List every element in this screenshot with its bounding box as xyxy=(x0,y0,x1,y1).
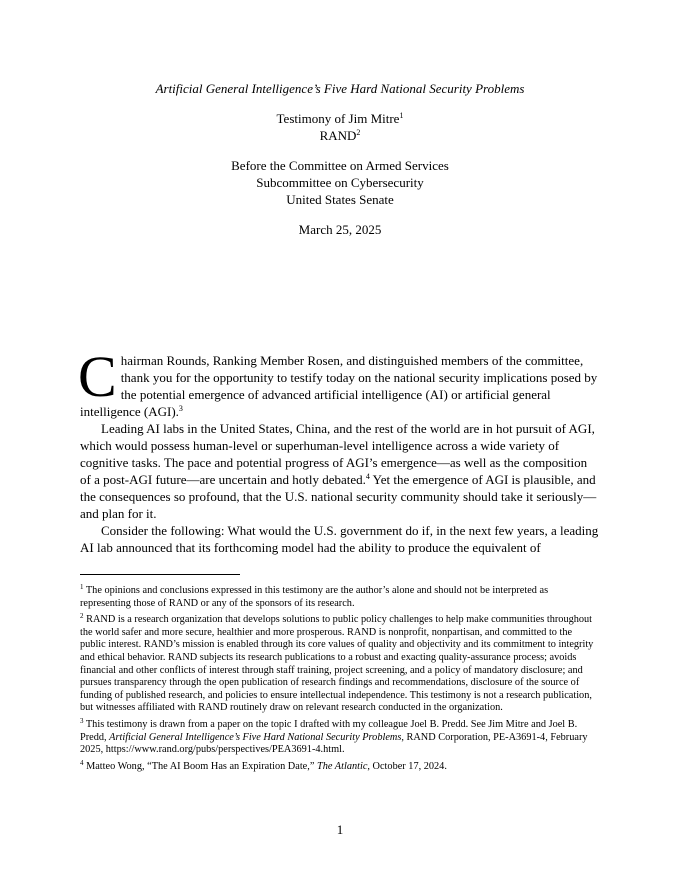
drop-cap: C xyxy=(78,344,117,409)
footnote-number: 3 xyxy=(80,716,84,725)
footnote-ref-4: 4 xyxy=(365,472,370,481)
footnote-text-post: , RAND Corporation, PE-A3691-4, February 2025, https://www.rand.org/pubs/perspectives/PEA3691-4.html. xyxy=(80,731,588,756)
organization-line xyxy=(0,127,680,144)
footnote-separator xyxy=(80,574,240,575)
testimony-author: Testimony of Jim Mitre xyxy=(276,111,400,126)
footnote-number: 4 xyxy=(80,758,84,767)
footnote-ref-2: 2 xyxy=(356,128,361,137)
footnote-text: RAND is a research organization that develops solutions to public policy challenges to help make communities throughout the world safer and more secure, healthier and more prosperous. RAND is nonprofit, nonpartisan, and committed to the public interest. RAND’s mission is enabled through its core values of quality and objectivity and its commitment to integrity and ethical behavior. RAND subjects its research publications to a robust and exacting quality-assurance process; avoids financial and other conflicts of interest through staff training, project screening, and a policy of mandatory disclosure; and pursues transparency through the open publication of research findings and recommendations, disclosure of the source of funding of published research, and policies to ensure intellectual independence. This testimony is not a research publication, but witnesses affiliated with RAND routinely draw on relevant research conducted in the organization. xyxy=(80,614,594,714)
footnote-text: The opinions and conclusions expressed in this testimony are the author’s alone and should not be interpreted as representing those of RAND or any of the sponsors of its research. xyxy=(80,585,549,609)
footnote-cited-publication: The Atlantic xyxy=(316,760,368,772)
footnote-4 xyxy=(80,758,594,774)
testimony-date: March 25, 2025 xyxy=(298,222,382,237)
footnote-ref-3: 3 xyxy=(178,404,183,413)
footnotes xyxy=(80,585,594,777)
testimony-author-line xyxy=(0,110,680,127)
body-text xyxy=(78,344,600,556)
testimony-block xyxy=(0,110,680,144)
footnote-number: 1 xyxy=(80,583,84,591)
footnote-3 xyxy=(80,716,594,757)
paragraph-3-text: Consider the following: What would the U.S. government do if, in the next few years, a leading AI lab announced that its forthcoming model had the ability to produce the equivalent of xyxy=(80,523,599,555)
footnote-ref-1: 1 xyxy=(399,111,404,120)
paragraph-2 xyxy=(80,420,600,522)
footnote-cited-title: Artificial General Intelligence’s Five Hard National Security Problems xyxy=(109,731,402,743)
footnote-number: 2 xyxy=(80,612,84,621)
paragraph-2-text-a: Leading AI labs in the United States, China, and the rest of the world are in hot pursuit of AGI, which would possess human-level or superhuman-level intelligence across a wide variety of cognitive tasks. The pace and potential progress of AGI’s emergence—as well as the composition of a post-AGI future—are uncertain and hotly debated. xyxy=(80,421,595,487)
document-title: Artificial General Intelligence’s Five Hard National Security Problems xyxy=(155,81,525,96)
organization-name: RAND xyxy=(319,128,357,143)
footnote-1 xyxy=(80,585,594,610)
senate-line: United States Senate xyxy=(286,192,394,207)
footnote-text-post: , October 17, 2024. xyxy=(367,760,447,772)
footnote-2 xyxy=(80,614,594,715)
page-number: 1 xyxy=(336,822,344,837)
subcommittee-line: Subcommittee on Cybersecurity xyxy=(256,175,424,190)
paragraph-1-text: hairman Rounds, Ranking Member Rosen, and distinguished members of the committee, thank you for the opportunity to testify today on the national security implications posed by the potential emergence of advanced artificial intelligence (AI) or artificial general intelligence (AGI). xyxy=(80,353,598,419)
footnote-text-pre: This testimony is drawn from a paper on the topic I drafted with my colleague Joel B. Predd. See Jim Mitre and Joel B. Predd, xyxy=(80,718,578,743)
committee-block xyxy=(0,157,680,208)
paragraph-3 xyxy=(80,522,600,556)
footnote-text-pre: Matteo Wong, “The AI Boom Has an Expiration Date,” xyxy=(86,760,317,772)
committee-line: Before the Committee on Armed Services xyxy=(231,158,449,173)
paragraph-2-text-b: Yet the emergence of AGI is plausible, and the consequences so profound, that the U.S. national security community should take it seriously—and plan for it. xyxy=(80,472,597,521)
paragraph-1 xyxy=(78,344,600,420)
